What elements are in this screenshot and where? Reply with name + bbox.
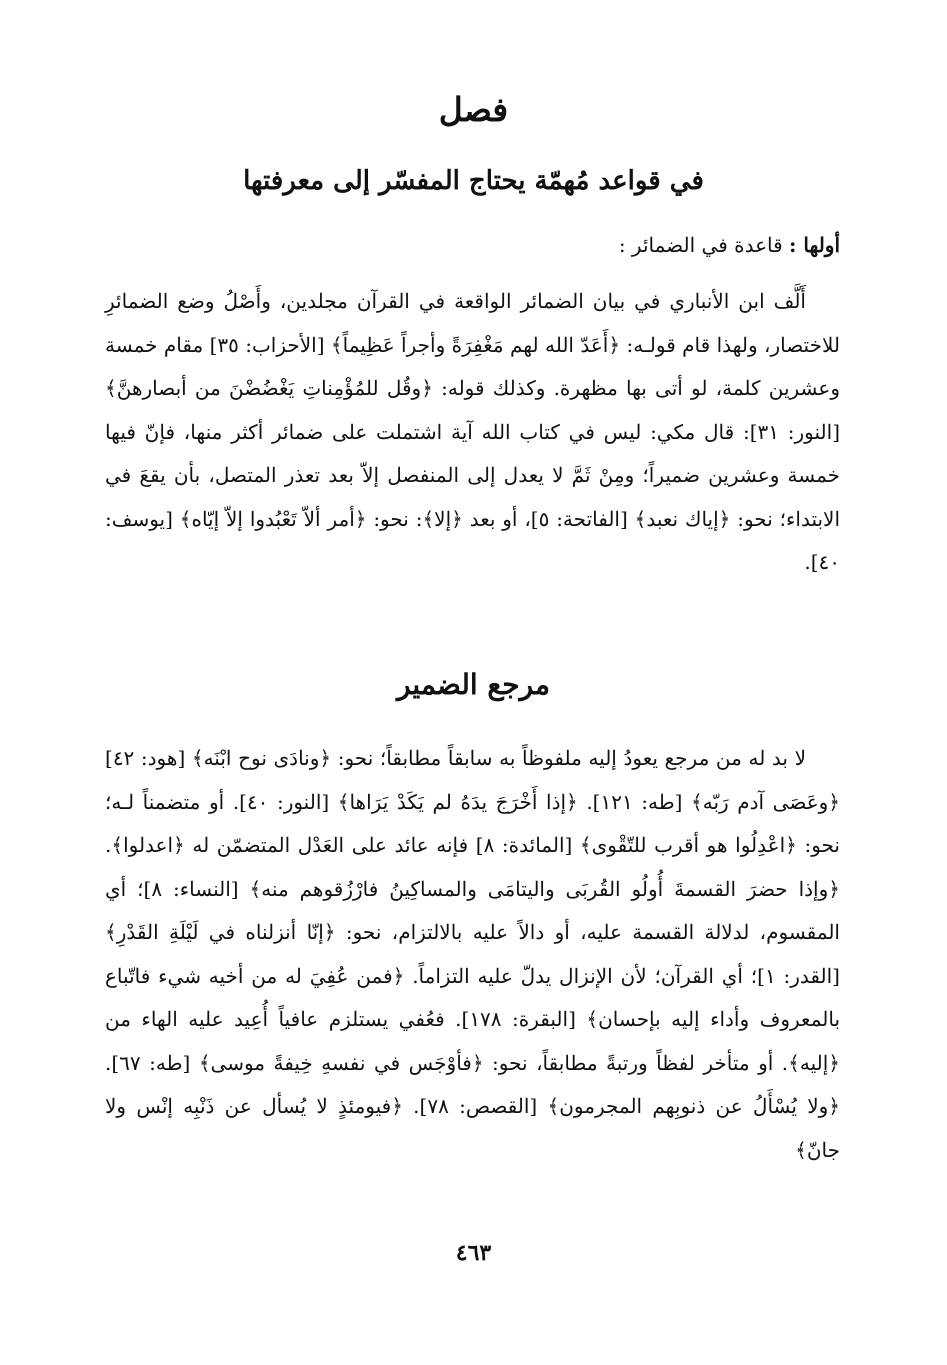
paragraph-pronoun-referent: لا بد له من مرجع يعودُ إليه ملفوظاً به سابقاً مطابقاً؛ نحو: ﴿ونادَى نوح ابْنَه﴾ [هود: ٤٢] ﴿وعَصَى آدم رَبّه﴾ [طه: ١٢١]. ﴿إذا أَخْرَجَ يدَهُ لم يَكَدْ يَرَاها﴾ [النور: ٤٠]. أو متضمناً لـه؛ نحو: ﴿اعْدِلُوا هو أقرب للتّقْوى﴾ [المائدة: ٨] فإنه عائد على العَدْل المتضمّن له ﴿اعدلوا﴾. ﴿وإذا حضرَ القسمةَ أُولُو القُربَى واليتامَى والمساكِينُ فارْزُقوهم منه﴾ [النساء: ٨]؛ أي المقسوم، لدلالة القسمة عليه، أو دالاً عليه بالالتزام، نحو: ﴿إنّا أنزلناه في لَيْلَةِ القَدْرِ﴾ [القدر: ١]؛ أي القرآن؛ لأن الإنزال يدلّ عليه التزاماً. ﴿فمن عُفِيَ له من أخيه شيء فاتّباع بالمعروف وأداء إليه بإحسان﴾ [البقرة: ١٧٨]. فعُفي يستلزم عافياً أُعِيد عليه الهاء من ﴿إليه﴾. أو متأخر لفظاً ورتبةً مطابقاً، نحو: ﴿فأوْجَس في نفسهِ خِيفةً موسى﴾ [طه: ٦٧]. ﴿ولا يُسْأَلُ عن ذنوبِهم المجرمون﴾ [القصص: ٧٨]. ﴿فيومئذٍ لا يُسأل عن ذَنْبِه إنْس ولا جانّ﴾ xyxy=(105,746,841,1162)
first-rule-label: أولها : xyxy=(789,233,840,257)
page-number: ٤٦٣ xyxy=(455,1240,492,1266)
chapter-subtitle: في قواعد مُهمّة يحتاج المفسّر إلى معرفتها xyxy=(243,166,704,196)
chapter-title: فصل xyxy=(438,90,509,129)
first-rule-heading xyxy=(105,230,840,260)
paragraph-pronouns: أَلَّف ابن الأنباري في بيان الضمائر الواقعة في القرآن مجلدين، وأَصْلُ وضع الضمائرِ للاختصار، ولهذا قام قولـه: ﴿أَعَدّ الله لهم مَغْفِرَةً وأجراً عَظِيماً﴾ [الأحزاب: ٣٥] مقام خمسة وعشرين كلمة، لو أتى بها مظهرة. وكذلك قوله: ﴿وقُل للمُؤْمِناتِ يَغْضُضْنَ من أبصارهنَّ﴾ [النور: ٣١]: قال مكي: ليس في كتاب الله آية اشتملت على ضمائر أكثر منها، فإنّ فيها خمسة وعشرين ضميراً؛ ومِنْ ثَمَّ لا يعدل إلى المنفصل إلاّ بعد تعذر المتصل، بأن يقعَ في الابتداء؛ نحو: ﴿إياك نعبد﴾ [الفاتحة: ٥]، أو بعد ﴿إلا﴾: نحو: ﴿أمر ألاّ تَعْبُدوا إلاّ إيّاه﴾ [يوسف: ٤٠]. xyxy=(105,289,841,574)
first-rule-text: قاعدة في الضمائر : xyxy=(618,233,790,257)
section-heading: مرجع الضمير xyxy=(396,668,551,701)
